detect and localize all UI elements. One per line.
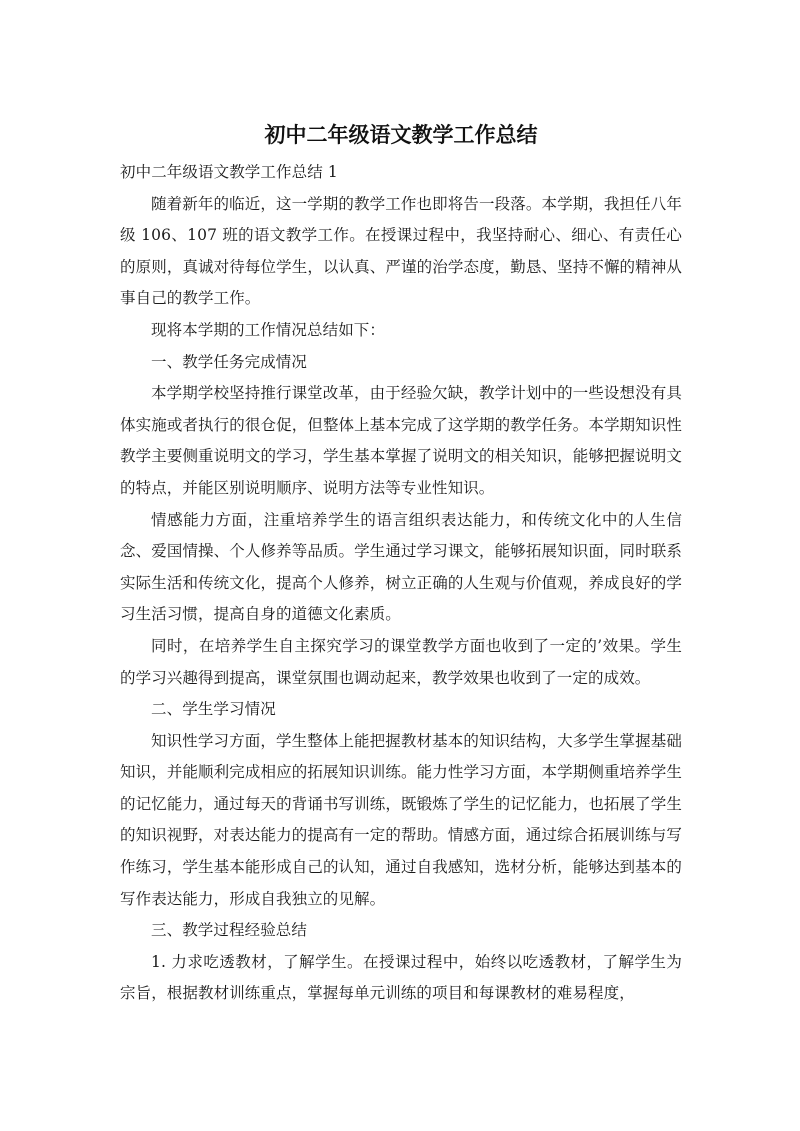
section-heading-1: 初中二年级语文教学工作总结 1 bbox=[120, 163, 338, 181]
paragraph-study-materials: 1. 力求吃透教材，了解学生。在授课过程中，始终以吃透教材，了解学生为宗旨，根据教材训练重点，掌握每单元训练的项目和每课教材的难易程度， bbox=[120, 952, 682, 1003]
document-title: 初中二年级语文教学工作总结 bbox=[264, 123, 538, 147]
subheading-experience-summary: 三、教学过程经验总结 bbox=[151, 921, 308, 940]
subheading-task-completion: 一、教学任务完成情况 bbox=[151, 352, 308, 371]
paragraph-inquiry-learning: 同时，在培养学生自主探究学习的课堂教学方面也收到了一定的’效果。学生的学习兴趣得到提高，课堂氛围也调动起来，教学效果也收到了一定的成效。 bbox=[120, 636, 682, 687]
document-body bbox=[120, 157, 682, 1010]
paragraph-task-completion: 本学期学校坚持推行课堂改革，由于经验欠缺，教学计划中的一些设想没有具体实施或者执行的很仓促，但整体上基本完成了这学期的教学任务。本学期知识性教学主要侧重说明文的学习，学生基本掌握了说明文的相关知识，能够把握说明文的特点，并能区别说明顺序、说明方法等专业性知识。 bbox=[120, 384, 682, 497]
paragraph-summary-lead: 现将本学期的工作情况总结如下： bbox=[151, 320, 386, 339]
paragraph-emotional-ability: 情感能力方面，注重培养学生的语言组织表达能力，和传统文化中的人生信念、爱国情操、个人修养等品质。学生通过学习课文，能够拓展知识面，同时联系实际生活和传统文化，提高个人修养，树立正确的人生观与价值观，养成良好的学习生活习惯，提高自身的道德文化素质。 bbox=[120, 510, 682, 624]
paragraph-student-learning: 知识性学习方面，学生整体上能把握教材基本的知识结构，大多学生掌握基础知识，并能顺利完成相应的拓展知识训练。能力性学习方面，本学期侧重培养学生的记忆能力，通过每天的背诵书写训练，既锻炼了学生的记忆能力，也拓展了学生的知识视野，对表达能力的提高有一定的帮助。情感方面，通过综合拓展训练与写作练习，学生基本能形成自己的认知，通过自我感知，选材分析，能够达到基本的写作表达能力，形成自我独立的见解。 bbox=[120, 731, 682, 908]
subheading-student-learning: 二、学生学习情况 bbox=[151, 700, 276, 719]
paragraph-intro: 随着新年的临近，这一学期的教学工作也即将告一段落。本学期，我担任八年级 106、107 班的语文教学工作。在授课过程中，我坚持耐心、细心、有责任心的原则，真诚对待每位学生，以认真、严谨的治学态度，勤恳、坚持不懈的精神从事自己的教学工作。 bbox=[120, 194, 682, 308]
